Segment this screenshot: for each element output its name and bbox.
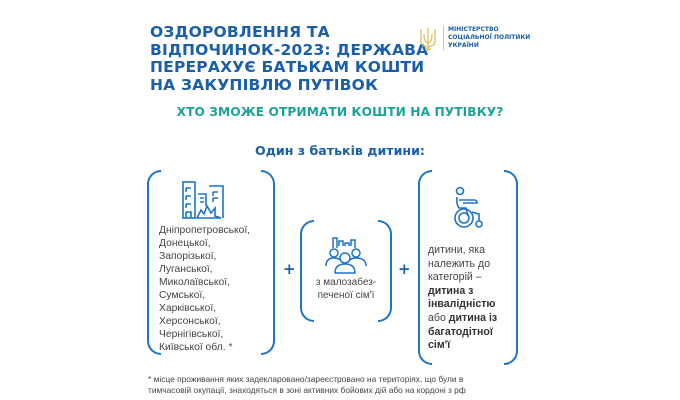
destroyed-buildings-icon	[181, 180, 237, 222]
child-category-text: дитини, яка належить до категорій – дитина з інвалідністю або дитина із багатодітної сім'ї	[428, 244, 498, 352]
wheelchair-icon	[452, 186, 486, 230]
plus-sign: +	[398, 260, 411, 278]
regions-list: Дніпропетровської, Донецької, Запорізької, Луганської, Миколаївської, Сумської, Харківської, Херсонської, Чернігівської, Київської обл. *	[159, 225, 251, 353]
bracket-right	[504, 170, 518, 365]
page-title	[150, 23, 429, 94]
bracket-left	[300, 220, 314, 322]
bracket-right	[378, 220, 392, 322]
ministry-logo	[418, 26, 530, 52]
category-large-family: дитина із	[448, 311, 498, 324]
trident-icon	[418, 26, 438, 52]
subheading: Один з батьків дитини:	[255, 143, 425, 158]
bracket-right	[261, 170, 275, 355]
card-child-category	[418, 170, 518, 365]
question-heading: ХТО ЗМОЖЕ ОТРИМАТИ КОШТИ НА ПУТІВКУ?	[176, 105, 504, 119]
category-disability: дитина з	[428, 284, 474, 297]
card-low-income	[300, 220, 392, 322]
title-line: ПЕРЕРАХУЄ БАТЬКАМ КОШТИ	[150, 58, 425, 76]
low-income-text: з малозабез- печеної сім'ї	[315, 277, 377, 301]
title-line: НА ЗАКУПІВЛЮ ПУТІВОК	[150, 75, 378, 94]
title-line: ВІДПОЧИНОК-2023: ДЕРЖАВА	[150, 40, 429, 59]
footnote: * місце проживання яких задекларовано/зареєстровано на територіях, що були в тимчасовій окупації, знаходяться в зоні активних бойових дій або на кордоні з рф	[148, 374, 466, 395]
low-income-family-icon	[324, 236, 368, 274]
title-line: ОЗДОРОВЛЕННЯ ТА	[150, 23, 330, 41]
plus-sign: +	[283, 260, 296, 278]
ministry-name: МІНІСТЕРСТВО СОЦІАЛЬНОЇ ПОЛІТИКИ УКРАЇНИ	[448, 26, 531, 49]
logo-divider	[443, 26, 444, 50]
card-regions	[147, 170, 275, 355]
